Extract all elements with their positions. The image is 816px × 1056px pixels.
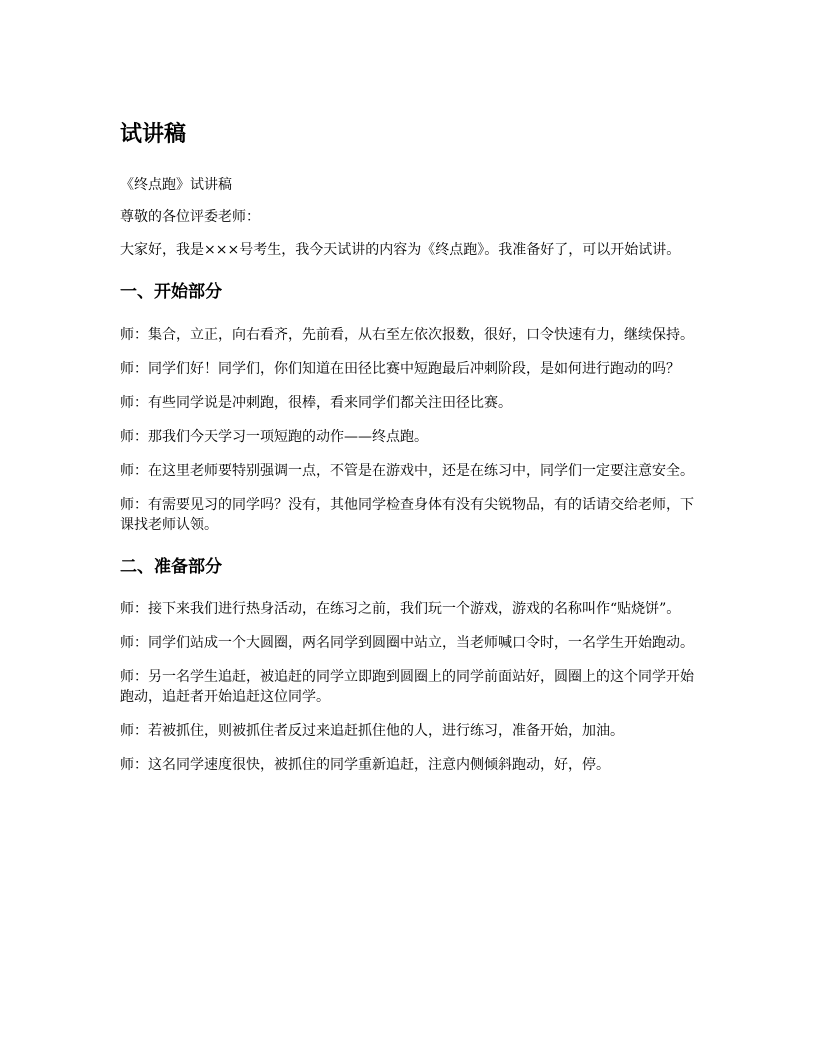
paragraph: 师：这名同学速度很快，被抓住的同学重新追赶，注意内侧倾斜跑动，好，停。 [120, 757, 610, 773]
paragraph: 师：那我们今天学习一项短跑的动作——终点跑。 [120, 429, 428, 445]
subtitle-line: 《终点跑》试讲稿 [120, 177, 232, 193]
paragraph: 师：若被抓住，则被抓住者反过来追赶抓住他的人，进行练习，准备开始，加油。 [120, 723, 624, 739]
paragraph: 师：同学们好！同学们，你们知道在田径比赛中短跑最后冲刺阶段，是如何进行跑动的吗？ [120, 361, 680, 377]
paragraph: 师：有些同学说是冲刺跑，很棒，看来同学们都关注田径比赛。 [120, 395, 512, 411]
paragraph: 师：有需要见习的同学吗？没有，其他同学检查身体有没有尖锐物品，有的话请交给老师，下课找老师认领。 [120, 497, 694, 533]
paragraph: 师：另一名学生追赶，被追赶的同学立即跑到圆圈上的同学前面站好，圆圈上的这个同学开始跑动，追赶者开始追赶这位同学。 [120, 669, 694, 705]
paragraph: 师：在这里老师要特别强调一点，不管是在游戏中，还是在练习中，同学们一定要注意安全。 [120, 463, 694, 479]
paragraph: 师：集合，立正，向右看齐，先前看，从右至左依次报数，很好，口令快速有力，继续保持。 [120, 327, 694, 343]
section-heading-start: 一、开始部分 [120, 282, 222, 302]
document-page [120, 118, 700, 775]
salutation-line: 尊敬的各位评委老师： [120, 209, 260, 225]
paragraph: 师：同学们站成一个大圆圈，两名同学到圆圈中站立，当老师喊口令时，一名学生开始跑动。 [120, 635, 694, 651]
paragraph: 师：接下来我们进行热身活动，在练习之前，我们玩一个游戏，游戏的名称叫作“贴烧饼”。 [120, 601, 681, 617]
opening-paragraph: 大家好，我是×××号考生，我今天试讲的内容为《终点跑》。我准备好了，可以开始试讲。 [120, 242, 681, 258]
page-title: 试讲稿 [120, 122, 187, 147]
section-heading-preparation: 二、准备部分 [120, 557, 222, 577]
